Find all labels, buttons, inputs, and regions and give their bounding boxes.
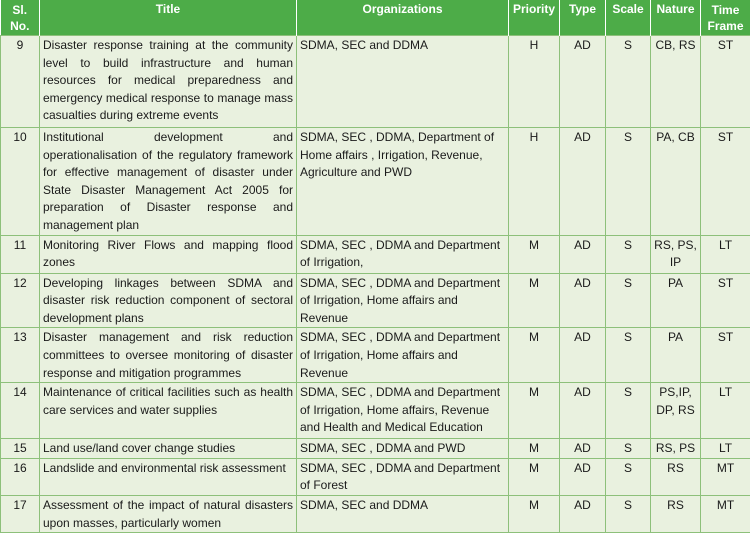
- table-row: [1, 235, 750, 273]
- row-nature: RS: [651, 495, 701, 532]
- row-sl-no: 9: [1, 36, 40, 128]
- row-organizations: SDMA, SEC , DDMA and PWD: [297, 439, 509, 459]
- row-type: AD: [560, 439, 606, 459]
- row-time-frame: LT: [701, 383, 750, 439]
- row-sl-no: 16: [1, 458, 40, 495]
- row-scale: S: [606, 235, 651, 273]
- row-type: AD: [560, 235, 606, 273]
- row-organizations: SDMA, SEC , DDMA and Department of Irrigation, Home affairs and Revenue: [297, 328, 509, 383]
- row-sl-no: 17: [1, 495, 40, 532]
- row-priority: H: [509, 128, 560, 236]
- row-time-frame: ST: [701, 128, 750, 236]
- row-title: Monitoring River Flows and mapping flood zones: [40, 235, 297, 273]
- row-organizations: SDMA, SEC , DDMA and Department of Irrigation,: [297, 235, 509, 273]
- row-priority: M: [509, 383, 560, 439]
- row-type: AD: [560, 495, 606, 532]
- row-scale: S: [606, 439, 651, 459]
- table-row: [1, 36, 750, 128]
- row-title: Institutional development and operationalisation of the regulatory framework for effective management of disaster under State Disaster Management Act 2005 for preparation of Disaster response and management plan: [40, 128, 297, 236]
- row-organizations: SDMA, SEC and DDMA: [297, 495, 509, 532]
- col-header-nature: Nature: [651, 0, 701, 36]
- row-scale: S: [606, 128, 651, 236]
- table-row: [1, 495, 750, 532]
- row-sl-no: 14: [1, 383, 40, 439]
- row-sl-no: 11: [1, 235, 40, 273]
- row-priority: M: [509, 439, 560, 459]
- row-title: Landslide and environmental risk assessment: [40, 458, 297, 495]
- row-priority: H: [509, 36, 560, 128]
- row-nature: PA, CB: [651, 128, 701, 236]
- table-row: [1, 458, 750, 495]
- row-nature: RS, PS: [651, 439, 701, 459]
- row-time-frame: ST: [701, 273, 750, 328]
- row-sl-no: 12: [1, 273, 40, 328]
- row-scale: S: [606, 328, 651, 383]
- row-priority: M: [509, 235, 560, 273]
- row-type: AD: [560, 458, 606, 495]
- row-organizations: SDMA, SEC , DDMA and Department of Irrigation, Home affairs and Revenue: [297, 273, 509, 328]
- table-row: [1, 273, 750, 328]
- row-time-frame: LT: [701, 439, 750, 459]
- row-time-frame: ST: [701, 36, 750, 128]
- row-type: AD: [560, 128, 606, 236]
- col-header-organizations: Organizations: [297, 0, 509, 36]
- row-scale: S: [606, 36, 651, 128]
- table-row: [1, 128, 750, 236]
- row-organizations: SDMA, SEC and DDMA: [297, 36, 509, 128]
- row-sl-no: 13: [1, 328, 40, 383]
- header-row: [1, 0, 750, 36]
- row-scale: S: [606, 495, 651, 532]
- row-title: Assessment of the impact of natural disasters upon masses, particularly women: [40, 495, 297, 532]
- row-priority: M: [509, 495, 560, 532]
- row-priority: M: [509, 273, 560, 328]
- row-sl-no: 15: [1, 439, 40, 459]
- row-nature: PA: [651, 273, 701, 328]
- row-time-frame: MT: [701, 458, 750, 495]
- row-time-frame: ST: [701, 328, 750, 383]
- row-nature: RS: [651, 458, 701, 495]
- row-type: AD: [560, 328, 606, 383]
- row-title: Land use/land cover change studies: [40, 439, 297, 459]
- row-nature: PS,IP, DP, RS: [651, 383, 701, 439]
- row-title: Developing linkages between SDMA and disaster risk reduction component of sectoral development plans: [40, 273, 297, 328]
- row-type: AD: [560, 273, 606, 328]
- row-organizations: SDMA, SEC , DDMA and Department of Irrigation, Home affairs, Revenue and Health and Medical Education: [297, 383, 509, 439]
- row-nature: CB, RS: [651, 36, 701, 128]
- table-row: [1, 439, 750, 459]
- row-sl-no: 10: [1, 128, 40, 236]
- row-title: Disaster response training at the community level to build infrastructure and human resources for medical preparedness and emergency medical response to manage mass casualties during extreme events: [40, 36, 297, 128]
- row-title: Maintenance of critical facilities such as health care services and water supplies: [40, 383, 297, 439]
- col-header-time-frame: Time Frame: [701, 0, 750, 36]
- row-scale: S: [606, 458, 651, 495]
- row-scale: S: [606, 383, 651, 439]
- row-organizations: SDMA, SEC , DDMA and Department of Forest: [297, 458, 509, 495]
- row-nature: PA: [651, 328, 701, 383]
- row-nature: RS, PS, IP: [651, 235, 701, 273]
- row-time-frame: LT: [701, 235, 750, 273]
- row-type: AD: [560, 36, 606, 128]
- col-header-scale: Scale: [606, 0, 651, 36]
- row-scale: S: [606, 273, 651, 328]
- row-organizations: SDMA, SEC , DDMA, Department of Home affairs , Irrigation, Revenue, Agriculture and PWD: [297, 128, 509, 236]
- row-priority: M: [509, 328, 560, 383]
- col-header-sl-no: Sl. No.: [1, 0, 40, 36]
- row-priority: M: [509, 458, 560, 495]
- col-header-type: Type: [560, 0, 606, 36]
- col-header-priority: Priority: [509, 0, 560, 36]
- row-type: AD: [560, 383, 606, 439]
- col-header-title: Title: [40, 0, 297, 36]
- table-row: [1, 328, 750, 383]
- row-time-frame: MT: [701, 495, 750, 532]
- row-title: Disaster management and risk reduction committees to oversee monitoring of disaster response and mitigation programmes: [40, 328, 297, 383]
- table-row: [1, 383, 750, 439]
